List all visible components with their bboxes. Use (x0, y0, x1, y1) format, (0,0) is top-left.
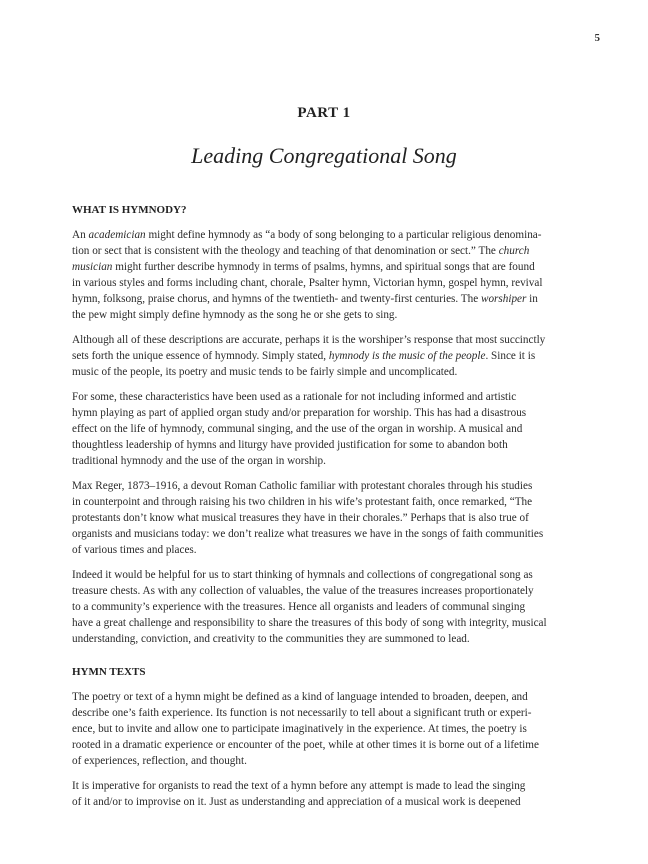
part-title: Leading Congregational Song (191, 143, 457, 168)
text-line (72, 259, 572, 275)
text-run: It is imperative for organists to read the text of a hymn before any attempt is made to lead the singing (72, 780, 526, 792)
text-run: . Since it is (485, 350, 536, 362)
text-run: An (72, 229, 89, 241)
text-run: traditional hymnody and the use of the organ in worship. (72, 455, 326, 467)
text-line (72, 453, 572, 469)
paragraph (72, 689, 572, 769)
text-line (72, 631, 572, 647)
text-line (72, 275, 572, 291)
paragraph (72, 227, 572, 323)
text-run: treasure chests. As with any collection of valuables, the value of the treasures increases proportionately (72, 585, 534, 597)
text-run: of it and/or to improvise on it. Just as understanding and appreciation of a musical work is deepened (72, 796, 521, 808)
italic-text: church (498, 245, 530, 257)
text-line (72, 583, 572, 599)
text-run: ence, but to invite and allow one to participate imaginatively in the experience. At times, the poetry is (72, 723, 527, 735)
text-run: Although all of these descriptions are accurate, perhaps it is the worshiper’s response that most succinctly (72, 334, 546, 346)
text-run: protestants don’t know what musical treasures they have in their chorales.” Perhaps that is also true of (72, 512, 529, 524)
text-line (72, 567, 572, 583)
text-line (72, 689, 572, 705)
text-run: to a community’s experience with the treasures. Hence all organists and leaders of communal singing (72, 601, 526, 613)
text-run: of experiences, reflection, and thought. (72, 755, 247, 767)
text-line (72, 794, 572, 810)
text-line (72, 721, 572, 737)
text-run: effect on the life of hymnody, communal singing, and the use of the organ in worship. A musical and (72, 423, 523, 435)
text-run: The poetry or text of a hymn might be defined as a kind of language intended to broaden, deepen, and (72, 691, 528, 703)
paragraph (72, 778, 572, 810)
text-line (72, 510, 572, 526)
text-run: might further describe hymnody in terms of psalms, hymns, and spiritual songs that are found (112, 261, 535, 273)
text-line (72, 421, 572, 437)
text-run: Indeed it would be helpful for us to start thinking of hymnals and collections of congregational song as (72, 569, 533, 581)
text-run: in counterpoint and through raising his two children in his wife’s protestant faith, once remarked, “The (72, 496, 533, 508)
text-line (72, 753, 572, 769)
text-run: hymn, folksong, praise chorus, and hymns of the twentieth- and twenty-first centuries. The (72, 293, 481, 305)
text-line (72, 332, 572, 348)
text-run: the pew might simply define hymnody as the song he or she gets to sing. (72, 309, 398, 321)
text-run: hymn playing as part of applied organ study and/or preparation for worship. This has had a disastrous (72, 407, 527, 419)
paragraph (72, 567, 572, 647)
text-line (72, 307, 572, 323)
paragraph (72, 389, 572, 469)
text-run: describe one’s faith experience. Its function is not necessarily to tell about a significant truth or experi- (72, 707, 532, 719)
text-run: music of the people, its poetry and music tends to be fairly simple and uncomplicated. (72, 366, 458, 378)
section-heading: WHAT IS HYMNODY? (72, 204, 187, 216)
text-line (72, 364, 572, 380)
section-heading: HYMN TEXTS (72, 666, 146, 678)
text-run: Max Reger, 1873–1916, a devout Roman Catholic familiar with protestant chorales through his studies (72, 480, 533, 492)
text-line (72, 494, 572, 510)
text-line (72, 405, 572, 421)
italic-text: hymnody is the music of the people (328, 350, 486, 362)
italic-text: musician (72, 261, 113, 273)
text-line (72, 437, 572, 453)
page-number: 5 (594, 32, 600, 44)
text-run: have a great challenge and responsibility to share the treasures of this body of song with integrity, musical (72, 617, 547, 629)
text-line (72, 478, 572, 494)
body-text (72, 204, 572, 819)
text-line (72, 778, 572, 794)
text-run: understanding, conviction, and creativity to the communities they are summoned to lead. (72, 633, 470, 645)
text-line (72, 737, 572, 753)
text-run: rooted in a dramatic experience or encounter of the poet, while at other times it is borne out of a lifetime (72, 739, 539, 751)
text-run: of various times and places. (72, 544, 197, 556)
text-line (72, 526, 572, 542)
text-line (72, 705, 572, 721)
text-run: For some, these characteristics have been used as a rationale for not including informed and artistic (72, 391, 517, 403)
text-line (72, 615, 572, 631)
text-run: in (526, 293, 538, 305)
paragraph (72, 478, 572, 558)
text-run: might define hymnody as “a body of song belonging to a particular religious denomina- (145, 229, 542, 241)
text-run: thoughtless leadership of hymns and liturgy have provided justification for some to abandon both (72, 439, 508, 451)
text-line (72, 243, 572, 259)
text-run: sets forth the unique essence of hymnody. Simply stated, (72, 350, 329, 362)
text-line (72, 348, 572, 364)
text-line (72, 291, 572, 307)
italic-text: academician (88, 229, 146, 241)
text-line (72, 227, 572, 243)
italic-text: worshiper (480, 293, 527, 305)
text-run: in various styles and forms including chant, chorale, Psalter hymn, Victorian hymn, gospel hymn, revival (72, 277, 543, 289)
text-line (72, 599, 572, 615)
text-run: organists and musicians today: we don’t realize what treasures we have in the songs of faith communities (72, 528, 544, 540)
text-line (72, 542, 572, 558)
text-line (72, 389, 572, 405)
paragraph (72, 332, 572, 380)
part-label: PART 1 (297, 105, 351, 121)
text-run: tion or sect that is consistent with the theology and teaching of that denomination or sect.” The (72, 245, 499, 257)
